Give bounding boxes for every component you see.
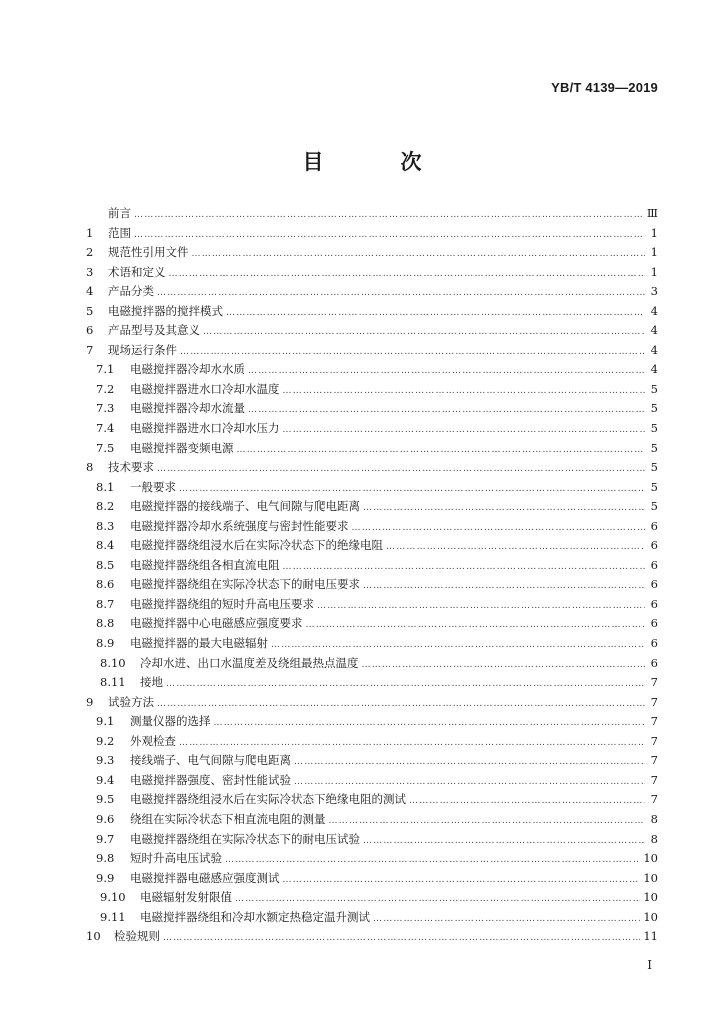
- toc-entry-page: Ⅲ: [646, 206, 658, 220]
- toc-entry-number: 7: [86, 342, 94, 357]
- toc-entry[interactable]: [86, 888, 658, 908]
- toc-entry-label: 电磁搅拌器冷却水水质: [130, 362, 245, 377]
- toc-entry-label: 产品型号及其意义: [108, 323, 200, 338]
- toc-entry[interactable]: [86, 595, 658, 615]
- dot-leader: [134, 226, 645, 246]
- toc-entry-label: 电磁搅拌器绕组在实际冷状态下的耐电压试验: [130, 831, 360, 846]
- toc-entry-label: 外观检查: [130, 733, 176, 748]
- dot-leader: [363, 499, 645, 519]
- toc-entry-page: 5: [650, 421, 658, 436]
- toc-entry[interactable]: [86, 575, 658, 595]
- toc-entry-number: 9.9: [96, 870, 115, 885]
- toc-entry-page: 5: [650, 381, 658, 396]
- toc-entry[interactable]: [86, 263, 658, 283]
- toc-entry-number: 9.5: [96, 792, 115, 807]
- standard-code: YB/T 4139—2019: [551, 80, 658, 95]
- dot-leader: [363, 832, 645, 852]
- toc-entry-page: 5: [650, 499, 658, 514]
- toc-entry-number: 9.3: [96, 753, 115, 768]
- toc-entry-number: 8.4: [96, 538, 115, 553]
- toc-entry-page: 6: [650, 596, 658, 611]
- toc-entry-label: 规范性引用文件: [108, 245, 189, 260]
- toc-entry-page: 4: [650, 323, 658, 338]
- dot-leader: [352, 519, 646, 539]
- toc-entry[interactable]: [86, 673, 658, 693]
- toc-entry-label: 电磁搅拌器的接线端子、电气间隙与爬电距离: [130, 499, 360, 514]
- toc-entry-label: 电磁搅拌器绕组和冷却水额定热稳定温升测试: [140, 909, 370, 924]
- toc-entry-label: 技术要求: [108, 460, 154, 475]
- toc-entry-label: 电磁搅拌器中心电磁感应强度要求: [130, 616, 303, 631]
- toc-entry-label: 电磁搅拌器进水口冷却水压力: [130, 421, 280, 436]
- toc-entry-page: 7: [650, 694, 658, 709]
- toc-entry-number: 8: [86, 460, 94, 475]
- toc-entry-page: 7: [650, 733, 658, 748]
- toc-entry-number: 7.1: [96, 362, 115, 377]
- toc-entry[interactable]: [86, 654, 658, 674]
- dot-leader: [157, 695, 645, 715]
- dot-leader: [192, 245, 646, 265]
- toc-entry-number: 9.2: [96, 733, 115, 748]
- toc-entry-number: 9.11: [100, 909, 126, 924]
- toc-entry-number: 8.9: [96, 636, 115, 651]
- toc-entry-label: 检验规则: [114, 929, 160, 944]
- dot-leader: [362, 656, 646, 676]
- toc-entry-label: 电磁搅拌器强度、密封性能试验: [130, 772, 291, 787]
- toc-entry[interactable]: [86, 712, 658, 732]
- toc-entry-number: 6: [86, 323, 94, 338]
- toc-entry-page: 7: [650, 792, 658, 807]
- dot-leader: [294, 753, 645, 773]
- toc-entry[interactable]: [86, 419, 658, 439]
- toc-entry-label: 电磁辐射发射限值: [140, 890, 232, 905]
- toc-entry-page: 6: [650, 655, 658, 670]
- dot-leader: [203, 323, 645, 343]
- dot-leader: [180, 343, 645, 363]
- toc-entry-page: 7: [650, 675, 658, 690]
- dot-leader: [317, 597, 645, 617]
- toc-entry[interactable]: [86, 302, 658, 322]
- toc-entry-page: 6: [650, 557, 658, 572]
- toc-entry[interactable]: [86, 556, 658, 576]
- toc-entry-page: 10: [643, 890, 658, 905]
- toc-entry-number: 8.2: [96, 499, 115, 514]
- toc-entry-number: 8.11: [100, 675, 126, 690]
- toc-entry-label: 短时升高电压试验: [130, 851, 222, 866]
- toc-entry-label: 测量仪器的选择: [130, 714, 211, 729]
- toc-entry-number: 7.4: [96, 421, 115, 436]
- dot-leader: [157, 284, 645, 304]
- toc-entry-number: 7.3: [96, 401, 115, 416]
- toc-entry[interactable]: [86, 341, 658, 361]
- dot-leader: [248, 401, 645, 421]
- toc-entry[interactable]: [86, 204, 658, 224]
- toc-entry-page: 1: [650, 245, 658, 260]
- toc-entry-label: 接线端子、电气间隙与爬电距离: [130, 753, 291, 768]
- dot-leader: [306, 616, 646, 636]
- dot-leader: [134, 206, 644, 226]
- toc-entry[interactable]: [86, 849, 658, 869]
- toc-entry-label: 冷却水进、出口水温度差及绕组最热点温度: [140, 655, 359, 670]
- toc-entry-number: 7.2: [96, 381, 115, 396]
- toc-entry-number: 8.10: [100, 655, 126, 670]
- toc-entry[interactable]: [86, 439, 658, 459]
- toc-entry-label: 现场运行条件: [108, 342, 177, 357]
- toc-entry-label: 电磁搅拌器冷却水系统强度与密封性能要求: [130, 518, 349, 533]
- toc-entry[interactable]: [86, 360, 658, 380]
- toc-entry-number: 3: [86, 264, 94, 279]
- toc-entry[interactable]: [86, 458, 658, 478]
- toc-entry[interactable]: [86, 908, 658, 928]
- toc-entry-page: 4: [650, 362, 658, 377]
- toc-entry[interactable]: [86, 282, 658, 302]
- toc-entry-label: 电磁搅拌器绕组浸水后在实际冷状态下绝缘电阻的测试: [130, 792, 406, 807]
- toc-entry-label: 电磁搅拌器变频电源: [130, 440, 234, 455]
- dot-leader: [373, 910, 640, 930]
- toc-entry-page: 5: [650, 440, 658, 455]
- toc-entry-number: 9.8: [96, 851, 115, 866]
- dot-leader: [169, 265, 646, 285]
- toc-entry-number: 8.3: [96, 518, 115, 533]
- toc-entry-page: 8: [650, 811, 658, 826]
- toc-entry-page: 7: [650, 772, 658, 787]
- toc-entry-label: 电磁搅拌器绕组的短时升高电压要求: [130, 596, 314, 611]
- toc-entry-label: 范围: [108, 225, 131, 240]
- toc-entry-label: 电磁搅拌器的最大电磁辐射: [130, 636, 268, 651]
- toc-entry-number: 9.4: [96, 772, 115, 787]
- page-title: 目 次: [302, 150, 450, 174]
- table-of-contents: [86, 204, 658, 947]
- toc-entry[interactable]: [86, 830, 658, 850]
- dot-leader: [226, 304, 645, 324]
- toc-entry-label: 电磁搅拌器电磁感应强度测试: [130, 870, 280, 885]
- dot-leader: [248, 362, 645, 382]
- dot-leader: [166, 675, 645, 695]
- toc-entry-page: 1: [650, 225, 658, 240]
- toc-entry-page: 11: [643, 929, 658, 944]
- toc-entry-number: 8.7: [96, 596, 115, 611]
- toc-entry-page: 10: [643, 870, 658, 885]
- toc-entry-page: 10: [643, 851, 658, 866]
- toc-entry-label: 前言: [108, 206, 131, 220]
- toc-entry[interactable]: [86, 536, 658, 556]
- toc-entry-label: 电磁搅拌器的搅拌模式: [108, 303, 223, 318]
- toc-entry-number: 8.5: [96, 557, 115, 572]
- toc-entry-number: 10: [86, 929, 101, 944]
- toc-entry-page: 6: [650, 577, 658, 592]
- toc-entry[interactable]: [86, 927, 658, 947]
- dot-leader: [163, 929, 640, 949]
- toc-entry-number: 9: [86, 694, 94, 709]
- toc-entry-number: 8.6: [96, 577, 115, 592]
- dot-leader: [283, 421, 646, 441]
- toc-entry[interactable]: [86, 517, 658, 537]
- dot-leader: [157, 460, 645, 480]
- toc-entry[interactable]: [86, 478, 658, 498]
- toc-entry[interactable]: [86, 497, 658, 517]
- toc-entry-page: 6: [650, 616, 658, 631]
- toc-entry-label: 术语和定义: [108, 264, 166, 279]
- toc-entry-label: 电磁搅拌器冷却水流量: [130, 401, 245, 416]
- toc-entry-number: 1: [86, 225, 94, 240]
- toc-entry-number: 5: [86, 303, 94, 318]
- toc-entry-page: 5: [650, 401, 658, 416]
- toc-entry[interactable]: [86, 399, 658, 419]
- toc-entry[interactable]: [86, 771, 658, 791]
- toc-entry-number: 4: [86, 284, 94, 299]
- toc-entry-page: 10: [643, 909, 658, 924]
- toc-entry-number: 9.10: [100, 890, 126, 905]
- dot-leader: [237, 441, 646, 461]
- toc-entry-label: 绕组在实际冷状态下相直流电阻的测量: [130, 811, 326, 826]
- toc-entry[interactable]: [86, 869, 658, 889]
- toc-entry-label: 一般要求: [130, 479, 176, 494]
- dot-leader: [329, 812, 646, 832]
- toc-entry[interactable]: [86, 243, 658, 263]
- toc-entry-label: 试验方法: [108, 694, 154, 709]
- toc-entry-label: 电磁搅拌器绕组各相直流电阻: [130, 557, 280, 572]
- toc-entry-label: 电磁搅拌器绕组浸水后在实际冷状态下的绝缘电阻: [130, 538, 383, 553]
- toc-entry-page: 3: [650, 284, 658, 299]
- toc-entry-number: 8.8: [96, 616, 115, 631]
- toc-entry-label: 电磁搅拌器绕组在实际冷状态下的耐电压要求: [130, 577, 360, 592]
- toc-entry[interactable]: [86, 380, 658, 400]
- toc-entry-number: 8.1: [96, 479, 115, 494]
- toc-entry-number: 2: [86, 245, 94, 260]
- toc-entry-page: 7: [650, 753, 658, 768]
- dot-leader: [214, 714, 646, 734]
- dot-leader: [283, 382, 646, 402]
- toc-entry-number: 7.5: [96, 440, 115, 455]
- dot-leader: [283, 871, 641, 891]
- toc-entry-page: 5: [650, 460, 658, 475]
- toc-entry[interactable]: [86, 810, 658, 830]
- toc-entry-label: 产品分类: [108, 284, 154, 299]
- toc-entry[interactable]: [86, 614, 658, 634]
- toc-entry[interactable]: [86, 321, 658, 341]
- toc-entry[interactable]: [86, 732, 658, 752]
- toc-entry[interactable]: [86, 693, 658, 713]
- page-number: I: [647, 958, 652, 972]
- toc-entry-label: 电磁搅拌器进水口冷却水温度: [130, 381, 280, 396]
- toc-entry[interactable]: [86, 751, 658, 771]
- toc-entry[interactable]: [86, 790, 658, 810]
- toc-entry-number: 9.1: [96, 714, 115, 729]
- dot-leader: [386, 538, 645, 558]
- toc-entry-page: 6: [650, 518, 658, 533]
- dot-leader: [225, 851, 640, 871]
- toc-entry-page: 1: [650, 264, 658, 279]
- toc-entry[interactable]: [86, 224, 658, 244]
- dot-leader: [409, 792, 645, 812]
- toc-entry-page: 6: [650, 636, 658, 651]
- toc-entry[interactable]: [86, 634, 658, 654]
- toc-entry-number: 9.7: [96, 831, 115, 846]
- toc-entry-page: 4: [650, 342, 658, 357]
- toc-entry-label: 接地: [140, 675, 163, 690]
- toc-entry-page: 6: [650, 538, 658, 553]
- toc-entry-page: 7: [650, 714, 658, 729]
- dot-leader: [363, 577, 645, 597]
- toc-entry-page: 5: [650, 479, 658, 494]
- toc-entry-page: 8: [650, 831, 658, 846]
- toc-entry-number: 9.6: [96, 811, 115, 826]
- toc-entry-page: 4: [650, 303, 658, 318]
